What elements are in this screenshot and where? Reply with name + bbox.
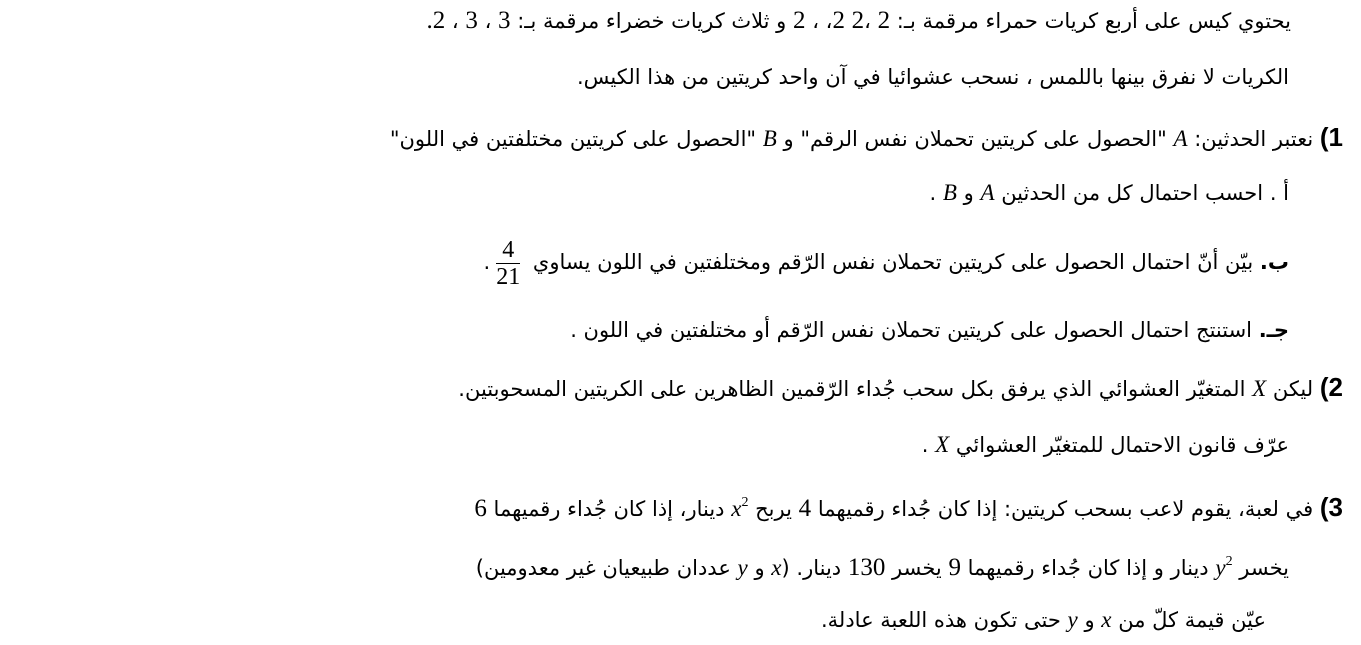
number: 2 xyxy=(793,7,806,34)
text: احسب احتمال كل من الحدثين xyxy=(1001,181,1264,205)
number: 6 xyxy=(474,495,487,522)
x-squared xyxy=(731,496,748,521)
fraction-numerator: 4 xyxy=(496,237,520,264)
text: حتى تكون هذه اللعبة عادلة. xyxy=(821,608,1061,632)
q2-line-2 xyxy=(922,428,1289,462)
q1-part-c xyxy=(570,313,1289,347)
part-label: ب. xyxy=(1259,250,1289,274)
text: "الحصول على كريتين مختلفتين في اللون" xyxy=(389,127,757,151)
text: دينار. xyxy=(796,556,842,580)
random-variable-x: X xyxy=(1252,376,1267,401)
separator: ، xyxy=(812,9,819,33)
text: بيّن أنّ احتمال الحصول على كريتين تحملان نفس الرّقم ومختلفتين في اللون يساوي xyxy=(532,250,1254,274)
variable-y: y xyxy=(737,555,748,580)
event-b: B xyxy=(762,126,777,151)
text: دينار، إذا كان جُداء رقميهما xyxy=(493,497,725,521)
text: يحتوي كيس على أربع كريات حمراء مرقمة بـ: xyxy=(896,9,1291,33)
number: 3 xyxy=(498,7,511,34)
text: عيّن قيمة كلّ من xyxy=(1118,608,1266,632)
text: ليكن xyxy=(1272,377,1314,401)
text: يربح xyxy=(755,497,792,521)
text: عرّف قانون الاحتمال للمتغيّر العشوائي xyxy=(955,433,1289,457)
question-number: 3) xyxy=(1319,492,1343,522)
period: . xyxy=(426,7,433,34)
number: 130 xyxy=(847,554,886,581)
number: 3 xyxy=(465,7,478,34)
period: . xyxy=(921,433,929,457)
exponent: 2 xyxy=(1225,554,1233,569)
paren: ( xyxy=(781,556,790,580)
q1-part-a xyxy=(929,176,1289,210)
text: في لعبة، يقوم لاعب بسحب كريتين: إذا كان جُداء رقميهما xyxy=(817,497,1314,521)
separator: ، xyxy=(451,9,459,33)
text: و xyxy=(1084,608,1095,632)
text: الكريات لا نفرق بينها باللمس ، نسحب عشوائيا في آن واحد كريتين من هذا الكيس. xyxy=(576,65,1289,89)
text: و xyxy=(754,556,765,580)
fraction xyxy=(496,237,520,290)
text: عددان طبيعيان غير معدومين) xyxy=(475,556,731,580)
text: و xyxy=(963,181,974,205)
q1-stem xyxy=(390,120,1343,156)
fraction-denominator: 21 xyxy=(496,263,521,290)
exponent: 2 xyxy=(741,495,749,510)
variable-x: x xyxy=(771,555,782,580)
q3-line-3 xyxy=(821,603,1266,637)
intro-line-2 xyxy=(577,60,1289,94)
q2-line-1 xyxy=(458,370,1343,406)
random-variable-x: X xyxy=(935,432,950,457)
number: 4 xyxy=(798,495,812,522)
question-number: 2) xyxy=(1319,372,1343,402)
period: . xyxy=(483,250,491,274)
y-squared xyxy=(1215,555,1232,580)
text: "الحصول على كريتين تحملان نفس الرقم" و xyxy=(783,127,1167,151)
separator: ، xyxy=(484,9,492,33)
variable-x: x xyxy=(1101,607,1112,632)
text: يخسر xyxy=(1239,556,1289,580)
event-a: A xyxy=(980,180,995,205)
text: نعتبر الحدثين: xyxy=(1194,127,1314,151)
variable-x: x xyxy=(731,496,742,521)
text: يخسر xyxy=(892,556,942,580)
text: المتغيّر العشوائي الذي يرفق بكل سحب جُداء الرّقمين الظاهرين على الكريتين المسحوبتين. xyxy=(458,377,1246,401)
number: 9 xyxy=(948,554,961,581)
q1-part-b xyxy=(484,232,1289,292)
question-number: 1) xyxy=(1319,122,1343,152)
q3-line-1 xyxy=(474,486,1343,526)
separator: ، xyxy=(864,9,871,33)
number: 2 xyxy=(877,7,891,34)
q3-line-2 xyxy=(476,545,1289,585)
period: . xyxy=(929,181,937,205)
number: 2 xyxy=(832,7,845,34)
variable-y: y xyxy=(1067,607,1078,632)
text: استنتج احتمال الحصول على كريتين تحملان نفس الرّقم أو مختلفتين في اللون . xyxy=(570,318,1253,342)
number: 2 xyxy=(432,7,446,34)
number: 2 xyxy=(851,7,865,34)
intro-line-1 xyxy=(426,4,1291,38)
variable-y: y xyxy=(1215,555,1226,580)
text: و ثلاث كريات خضراء مرقمة بـ: xyxy=(517,9,787,33)
part-label: جـ. xyxy=(1258,318,1289,342)
event-b: B xyxy=(942,180,957,205)
event-a: A xyxy=(1173,126,1188,151)
separator: ، xyxy=(825,9,833,33)
part-label: أ . xyxy=(1269,181,1289,205)
text: دينار و إذا كان جُداء رقميهما xyxy=(967,556,1209,580)
